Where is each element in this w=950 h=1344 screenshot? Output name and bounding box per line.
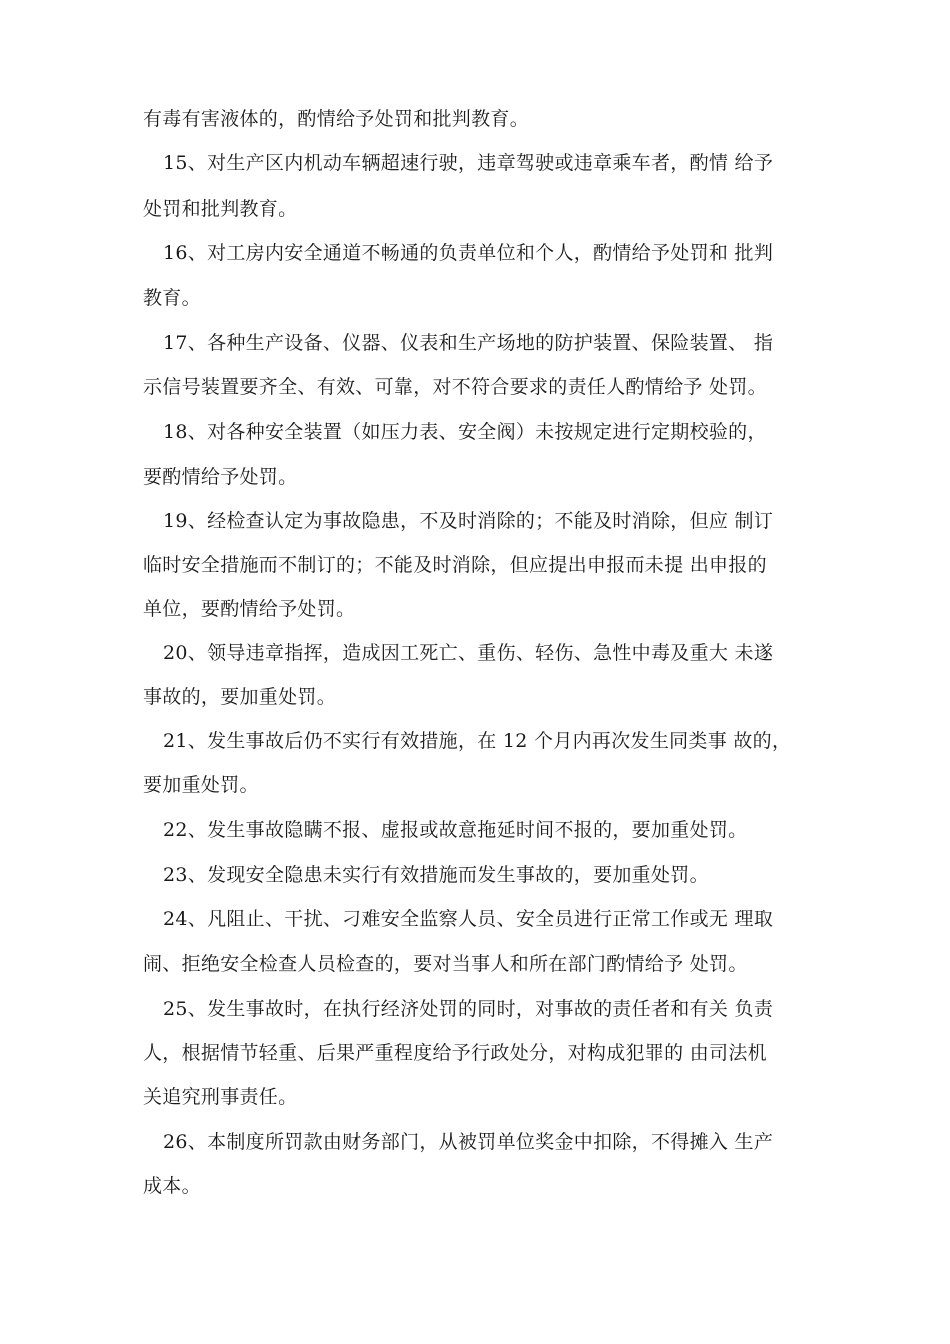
clause-24-line-2: 闹、拒绝安全检查人员检查的，要对当事人和所在部门酌情给予 处罚。 xyxy=(143,953,748,975)
clause-23-line-1: 23、发现安全隐患未实行有效措施而发生事故的，要加重处罚。 xyxy=(163,864,709,886)
clause-21-line-2: 要加重处罚。 xyxy=(143,774,259,796)
clause-17-line-2: 示信号装置要齐全、有效、可靠，对不符合要求的责任人酌情给予 处罚。 xyxy=(143,376,767,398)
clause-15-line-1: 15、对生产区内机动车辆超速行驶，违章驾驶或违章乘车者，酌情 给予 xyxy=(163,152,774,174)
clause-20-line-1: 20、领导违章指挥，造成因工死亡、重伤、轻伤、急性中毒及重大 未遂 xyxy=(163,642,774,664)
clause-20-line-2: 事故的，要加重处罚。 xyxy=(143,686,337,708)
clause-25-line-1: 25、发生事故时，在执行经济处罚的同时，对事故的责任者和有关 负责 xyxy=(163,998,774,1020)
clause-19-line-2: 临时安全措施而不制订的；不能及时消除，但应提出申报而未提 出申报的 xyxy=(143,554,767,576)
clause-25-line-3: 关追究刑事责任。 xyxy=(143,1086,298,1108)
clause-18-line-2: 要酌情给予处罚。 xyxy=(143,466,298,488)
clause-16-line-2: 教育。 xyxy=(143,287,201,309)
clause-19-line-3: 单位，要酌情给予处罚。 xyxy=(143,598,356,620)
clause-15-line-2: 处罚和批判教育。 xyxy=(143,198,298,220)
clause-16-line-1: 16、对工房内安全通道不畅通的负责单位和个人，酌情给予处罚和 批判 xyxy=(163,242,774,264)
clause-26-line-2: 成本。 xyxy=(143,1175,201,1197)
clause-17-line-1: 17、各种生产设备、仪器、仪表和生产场地的防护装置、保险装置、 指 xyxy=(163,332,774,354)
clause-26-line-1: 26、本制度所罚款由财务部门，从被罚单位奖金中扣除，不得摊入 生产 xyxy=(163,1131,774,1153)
clause-25-line-2: 人，根据情节轻重、后果严重程度给予行政处分，对构成犯罪的 由司法机 xyxy=(143,1042,767,1064)
clause-21-line-1: 21、发生事故后仍不实行有效措施，在 12 个月内再次发生同类事 故的， xyxy=(163,730,792,752)
clause-19-line-1: 19、经检查认定为事故隐患，不及时消除的；不能及时消除，但应 制订 xyxy=(163,510,774,532)
clause-18-line-1: 18、对各种安全装置（如压力表、安全阀）未按规定进行定期校验的， xyxy=(163,421,767,443)
text-line: 有毒有害液体的，酌情给予处罚和批判教育。 xyxy=(143,108,530,130)
clause-24-line-1: 24、凡阻止、干扰、刁难安全监察人员、安全员进行正常工作或无 理取 xyxy=(163,908,774,930)
clause-22-line-1: 22、发生事故隐瞒不报、虚报或故意拖延时间不报的，要加重处罚。 xyxy=(163,819,748,841)
